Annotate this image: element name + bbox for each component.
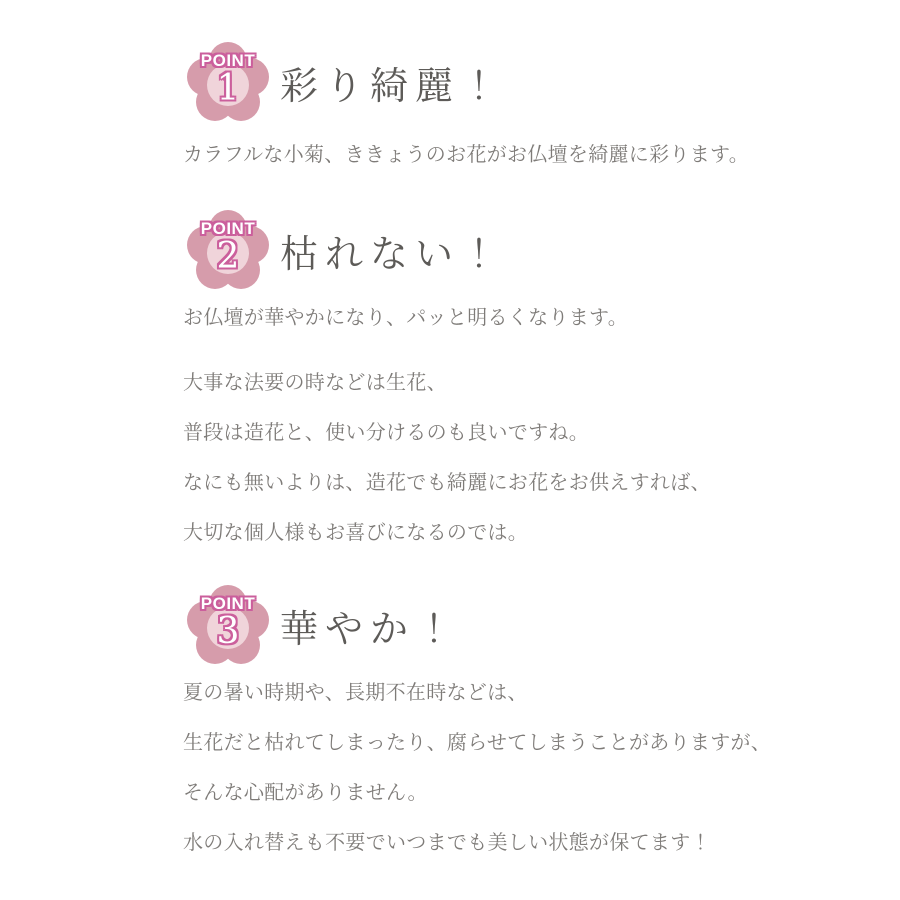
section-1-paragraph [183, 140, 783, 168]
body-line: お仏壇が華やかになり、パッと明るくなります。 [183, 305, 628, 329]
point-badge-label: POINT [200, 51, 256, 70]
content-column [183, 42, 783, 856]
section-2-heading: 枯れない！ [280, 231, 506, 276]
point-badge-number: 2 [216, 236, 240, 277]
section-3-paragraph [183, 678, 783, 856]
body-line: なにも無いよりは、造花でも綺麗にお花をお供えすれば、 [183, 470, 711, 494]
point-badge-label: POINT [200, 594, 256, 613]
section-1-header [183, 42, 783, 122]
point-badge-number: 1 [216, 68, 240, 109]
section-2-header [183, 210, 783, 290]
point-badge-label: POINT [200, 219, 256, 238]
point-section-3 [183, 585, 783, 856]
section-3-heading: 華やか！ [280, 606, 461, 651]
point-section-1 [183, 42, 783, 168]
section-2-paragraph-2 [183, 368, 783, 546]
body-line: 普段は造花と、使い分けるのも良いですね。 [183, 420, 589, 444]
body-line: カラフルな小菊、ききょうのお花がお仏壇を綺麗に彩ります。 [183, 142, 749, 166]
body-line: 水の入れ替えも不要でいつまでも美しい状態が保てます！ [183, 830, 711, 854]
body-line: 夏の暑い時期や、長期不在時などは、 [183, 680, 528, 704]
body-line: そんな心配がありません。 [183, 780, 428, 804]
section-3-header [183, 585, 783, 665]
point-badge-number: 3 [216, 611, 240, 652]
point-section-2 [183, 210, 783, 546]
body-line: 大切な個人様もお喜びになるのでは。 [183, 520, 529, 544]
body-line: 大事な法要の時などは生花、 [183, 370, 447, 394]
body-line: 生花だと枯れてしまったり、腐らせてしまうことがありますが、 [183, 730, 772, 754]
point-1-flower-badge-icon [188, 42, 268, 122]
section-1-heading: 彩り綺麗！ [280, 63, 506, 108]
point-3-flower-badge-icon [188, 585, 268, 665]
section-2-paragraph-1 [183, 303, 783, 331]
point-2-flower-badge-icon [188, 210, 268, 290]
